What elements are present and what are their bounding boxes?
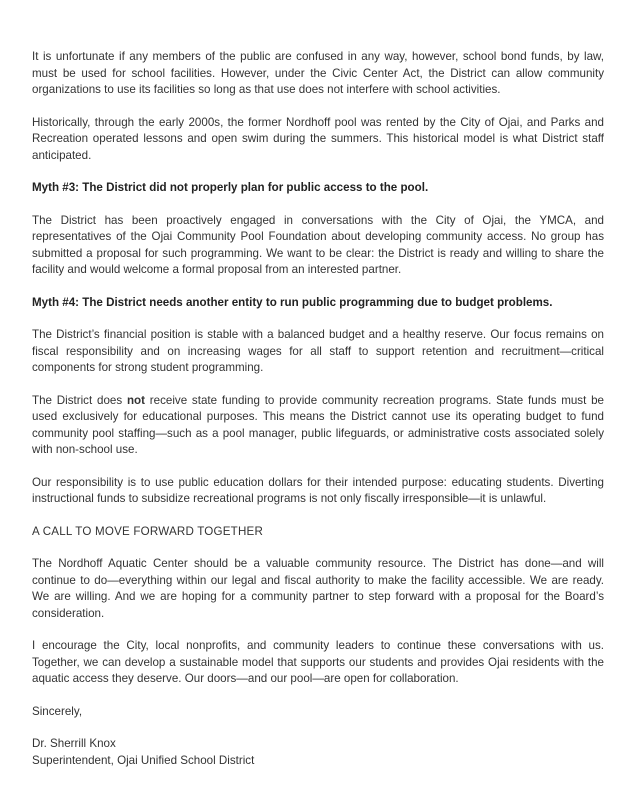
paragraph-bond-funds: It is unfortunate if any members of the public are confused in any way, however, school bond funds, by law, must be used for school facilities. However, under the Civic Center Act, the District can allow community organizations to use its facilities so long as that use does not interfere with school activities.: [32, 50, 604, 96]
paragraph-history: Historically, through the early 2000s, the former Nordhoff pool was rented by the City of Ojai, and Parks and Recreation operated lessons and open swim during the summers. This historical model is what District staff anticipated.: [32, 115, 604, 162]
paragraph-aquatic-center: The Nordhoff Aquatic Center should be a valuable community resource. The District has done—and will continue to do—everything within our legal and fiscal authority to make the facility accessible. We are ready. We are willing. And we are hoping for a community partner to step forward with a proposal for the Board’s consideration.: [32, 557, 604, 620]
section-title-call-to-action: A CALL TO MOVE FORWARD TOGETHER: [32, 524, 264, 538]
myth-3-heading: Myth #3: The District did not properly plan for public access to the pool.: [32, 181, 429, 194]
paragraph-myth-3: The District has been proactively engaged in conversations with the City of Ojai, the YMCA, and representatives of the Ojai Community Pool Foundation about developing community access. No group has submitted a proposal for such programming. We want to be clear: the District is ready and willing to share the facility and would welcome a formal proposal from an interested partner.: [32, 213, 604, 276]
state-funding-post: receive state funding to provide community recreation programs. State funds must be used exclusively for educational purposes. This means the District cannot use its operating budget to fund community pool staffing—such as a pool manager, public lifeguards, or administrative costs associated solely with non-school use.: [32, 393, 605, 456]
state-funding-emphasis: not: [126, 393, 145, 407]
paragraph-responsibility: Our responsibility is to use public education dollars for their intended purpose: educating students. Diverting instructional funds to subsidize recreational programs is not only fiscally irresponsible—it is unlawful.: [32, 475, 604, 505]
closing-salutation: Sincerely,: [32, 704, 83, 718]
paragraph-encouragement: I encourage the City, local nonprofits, and community leaders to continue these conversations with us. Together, we can develop a sustainable model that supports our students and provides Ojai residents with the aquatic access they deserve. Our doors—and our pool—are open for collaboration.: [32, 639, 604, 685]
paragraph-state-funding: [32, 393, 604, 459]
myth-4-heading: Myth #4: The District needs another entity to run public programming due to budget problems.: [32, 295, 553, 309]
signature-name: Dr. Sherrill Knox: [32, 737, 116, 750]
paragraph-finances: The District’s financial position is stable with a balanced budget and a healthy reserve. Our focus remains on fiscal responsibility and on increasing wages for all staff to support retention and recruitment—critical components for strong student programming.: [32, 328, 604, 374]
state-funding-pre: The District does: [32, 393, 127, 407]
signature-title: Superintendent, Ojai Unified School District: [32, 753, 255, 767]
